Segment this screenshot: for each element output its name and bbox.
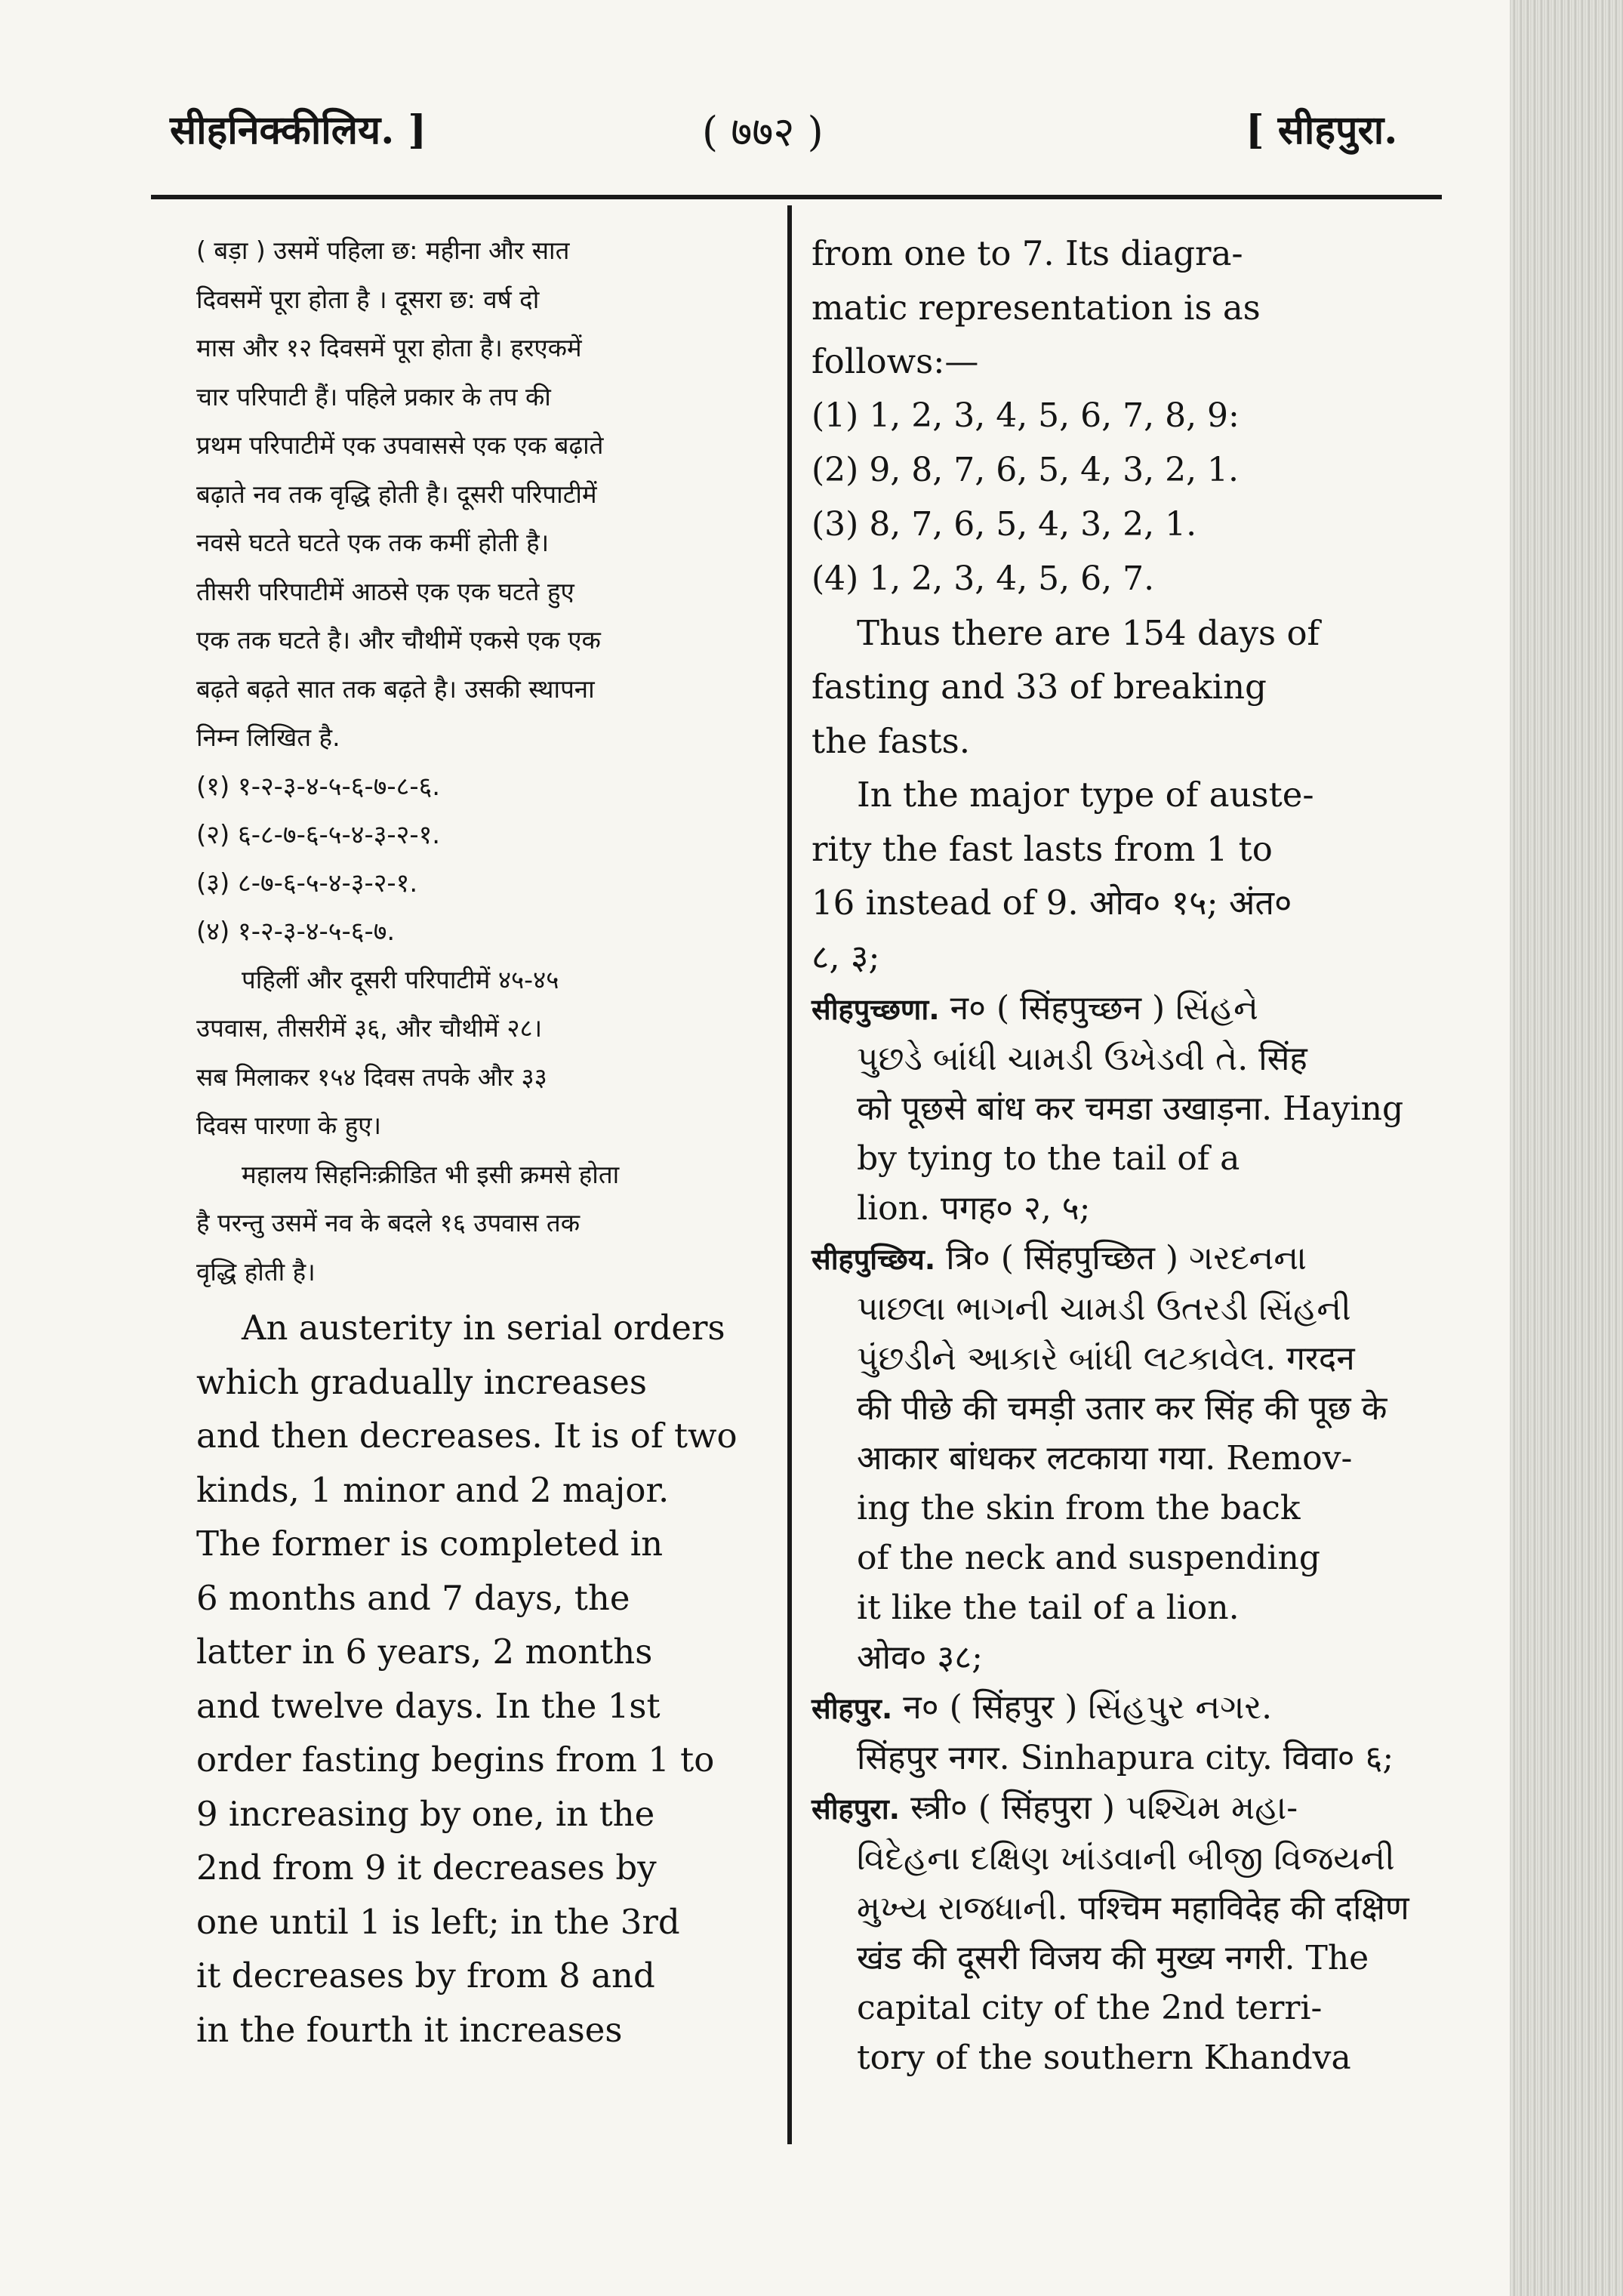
text-line: वृद्धि होती है। [196, 1256, 316, 1287]
entry-line [812, 1884, 1423, 1934]
text-line: Thus there are 154 days of [857, 612, 1320, 653]
text-line: which gradually increases [196, 1361, 648, 1402]
sequence-line: (3) 8, 7, 6, 5, 4, 3, 2, 1. [812, 504, 1197, 544]
text-line: order fasting begins from 1 to [196, 1740, 715, 1780]
text-line: follows:— [812, 341, 979, 381]
hindi-paragraph-3 [196, 1151, 770, 1297]
entry-text: न० ( सिंहपुर ) સિંહપુર નગર. [903, 1688, 1273, 1727]
dictionary-entry [812, 1234, 1423, 1683]
entry-text: खंड की दूसरी विजय की मुख्य नगरी. The [857, 1939, 1369, 1977]
text-line: fasting and 33 of breaking [812, 667, 1267, 707]
text-line: है परन्तु उसमें नव के बदले १६ उपवास तक [196, 1208, 581, 1237]
text-line: ( बड़ा ) उसमें पहिला छ: महीना और सात [196, 236, 570, 265]
entry-line [812, 1734, 1423, 1783]
entry-line [812, 1284, 1423, 1334]
entry-text: મુખ્ય રાજધાની. पश्चिम महाविदेह की दक्षिण [857, 1889, 1409, 1928]
text-line: निम्न लिखित है. [196, 723, 340, 752]
entry-line [812, 1983, 1423, 2033]
intro-paragraph [812, 227, 1423, 389]
header-left-keyword: सीहनिक्कीलिय. ] [170, 107, 427, 153]
entry-line [812, 1184, 1423, 1234]
entry-line [812, 1583, 1423, 1633]
text-line: बढ़ाते नव तक वृद्धि होती है। दूसरी परिपाटीमें [196, 479, 597, 509]
text-line: from one to 7. Its diagra- [812, 233, 1243, 273]
entry-line [812, 1633, 1423, 1683]
entry-line [812, 2033, 1423, 2083]
text-line: महालय सिहनिःक्रीडित भी इसी क्रमसे होता [242, 1159, 620, 1189]
text-line: मास और १२ दिवसमें पूरा होता है। हरएकमें [196, 333, 582, 362]
entry-line [812, 1934, 1423, 1983]
text-line: प्रथम परिपाटीमें एक उपवाससे एक एक बढ़ाते [196, 430, 604, 460]
sequence-line: (३) ८-७-६-५-४-३-२-१. [196, 868, 418, 898]
entry-line [812, 1384, 1423, 1434]
entry-text: પાછલા ભાગની ચામડી ઉતરડી સિંહની [857, 1290, 1351, 1328]
right-column [812, 227, 1423, 2083]
sequence-line: (२) ६-८-७-६-५-४-३-२-१. [196, 819, 441, 850]
entry-line [812, 1834, 1423, 1884]
text-line: 6 months and 7 days, the [196, 1577, 630, 1618]
text-line: one until 1 is left; in the 3rd [196, 1901, 680, 1942]
header-rule [151, 195, 1442, 199]
text-line: 16 instead of 9. ओव० १५; अंत० [812, 883, 1292, 923]
text-line: पहिलीं और दूसरी परिपाटीमें ४५-४५ [242, 964, 559, 994]
text-line: एक तक घटते है। और चौथीमें एकसे एक एक [196, 625, 601, 655]
text-line: and then decreases. It is of two [196, 1416, 738, 1456]
thus-paragraph [812, 606, 1423, 769]
entry-text: it like the tail of a lion. [857, 1589, 1240, 1627]
text-line: it decreases by from 8 and [196, 1955, 655, 1996]
entry-text: न० ( सिंहपुच्छन ) સિંહને [950, 989, 1258, 1028]
text-line: in the fourth it increases [196, 2009, 623, 2050]
page-number: ( ७७२ ) [702, 108, 824, 156]
entry-text: त्रि० ( सिंहपुच्छित ) ગરદનના [946, 1239, 1307, 1277]
hindi-sequences [196, 763, 770, 956]
entry-text: by tying to the tail of a [857, 1139, 1240, 1178]
text-line: दिवसमें पूरा होता है । दूसरा छ: वर्ष दो [196, 284, 540, 314]
entry-text: की पीछे की चमड़ी उतार कर सिंह की पूछ के [857, 1389, 1387, 1428]
text-line: latter in 6 years, 2 months [196, 1632, 653, 1672]
text-line: ८, ३; [812, 936, 880, 977]
dictionary-entry [812, 984, 1423, 1234]
text-line: सब मिलाकर १५४ दिवस तपके और ३३ [196, 1062, 547, 1092]
sequence-line: (1) 1, 2, 3, 4, 5, 6, 7, 8, 9: [812, 396, 1240, 435]
entry-line [812, 1084, 1423, 1134]
entry-line [812, 1434, 1423, 1484]
text-line: In the major type of auste- [857, 775, 1314, 815]
sequence-line: (१) १-२-३-४-५-६-७-८-६. [196, 771, 441, 802]
entry-text: વિદેહના દક્ષિણ ખાંડવાની બીજી વિજયની [857, 1839, 1395, 1878]
entry-headword: सीहपुर. [812, 1692, 893, 1725]
text-line: the fasts. [812, 720, 971, 761]
sequence-line: (४) १-२-३-४-५-६-७. [196, 916, 396, 947]
entry-text: सिंहपुर नगर. Sinhapura city. विवा० ६; [857, 1739, 1394, 1777]
page-edge-shadow [1510, 0, 1623, 2296]
header-right-keyword: [ सीहपुरा. [1246, 107, 1398, 153]
hindi-paragraph-1 [196, 227, 770, 763]
entry-text: of the neck and suspending [857, 1539, 1320, 1577]
text-line: and twelve days. In the 1st [196, 1685, 661, 1726]
text-line: kinds, 1 minor and 2 major. [196, 1469, 670, 1510]
text-line: बढ़ते बढ़ते सात तक बढ़ते है। उसकी स्थापना [196, 673, 595, 704]
text-line: 2nd from 9 it decreases by [196, 1848, 657, 1888]
entry-headword: सीहपुरा. [812, 1792, 901, 1826]
entry-line [812, 1034, 1423, 1084]
text-line: matic representation is as [812, 287, 1261, 328]
english-paragraph [196, 1301, 770, 2057]
sequence-line: (4) 1, 2, 3, 4, 5, 6, 7. [812, 559, 1155, 598]
entry-line [812, 1234, 1423, 1284]
entry-text: lion. पगह० २, ५; [857, 1189, 1091, 1228]
entry-text: को पूछसे बांध कर चमडा उखाड़ना. Haying [857, 1089, 1404, 1128]
entry-text: capital city of the 2nd terri- [857, 1989, 1323, 2027]
text-line: 9 increasing by one, in the [196, 1793, 655, 1834]
text-line: नवसे घटते घटते एक तक कमीं होती है। [196, 528, 550, 557]
major-paragraph [812, 768, 1423, 984]
entry-text: आकार बांधकर लटकाया गया. Remov- [857, 1439, 1353, 1478]
entry-line [812, 1683, 1423, 1734]
text-line: The former is completed in [196, 1524, 664, 1564]
entry-text: ing the skin from the back [857, 1489, 1301, 1527]
entry-headword: सीहपुच्छणा. [812, 993, 940, 1026]
left-column [196, 227, 770, 2057]
entry-text: પુછડે બાંધી ચામડી ઉખેડવી તે. सिंह [857, 1040, 1307, 1078]
english-sequences [812, 389, 1423, 606]
text-line: दिवस पारणा के हुए। [196, 1111, 382, 1140]
dictionary-entry [812, 1683, 1423, 1783]
entry-line [812, 1334, 1423, 1384]
text-line: An austerity in serial orders [242, 1308, 725, 1348]
entry-text: ओव० ३८; [857, 1638, 983, 1677]
entry-line [812, 984, 1423, 1034]
entry-headword: सीहपुच्छिय. [812, 1243, 936, 1276]
text-line: उपवास, तीसरीमें ३६, और चौथीमें २८। [196, 1013, 543, 1043]
sequence-line: (2) 9, 8, 7, 6, 5, 4, 3, 2, 1. [812, 450, 1240, 489]
entry-text: स्त्री० ( सिंहपुरा ) પશ્ચિમ મહા- [910, 1789, 1298, 1827]
entry-text: tory of the southern Khandva [857, 2039, 1351, 2077]
entry-line [812, 1533, 1423, 1583]
text-line: तीसरी परिपाटीमें आठसे एक एक घटते हुए [196, 576, 574, 606]
text-line: चार परिपाटी हैं। पहिले प्रकार के तप की [196, 381, 551, 411]
text-line: rity the fast lasts from 1 to [812, 828, 1273, 869]
column-divider [787, 205, 792, 2144]
entry-line [812, 1484, 1423, 1533]
entry-text: પુંછડીને આકારે બાંધી લટકાવેલ. गरदन [857, 1339, 1355, 1378]
dictionary-entry [812, 1783, 1423, 2083]
entry-line [812, 1783, 1423, 1834]
hindi-paragraph-2 [196, 956, 770, 1151]
entry-line [812, 1134, 1423, 1184]
